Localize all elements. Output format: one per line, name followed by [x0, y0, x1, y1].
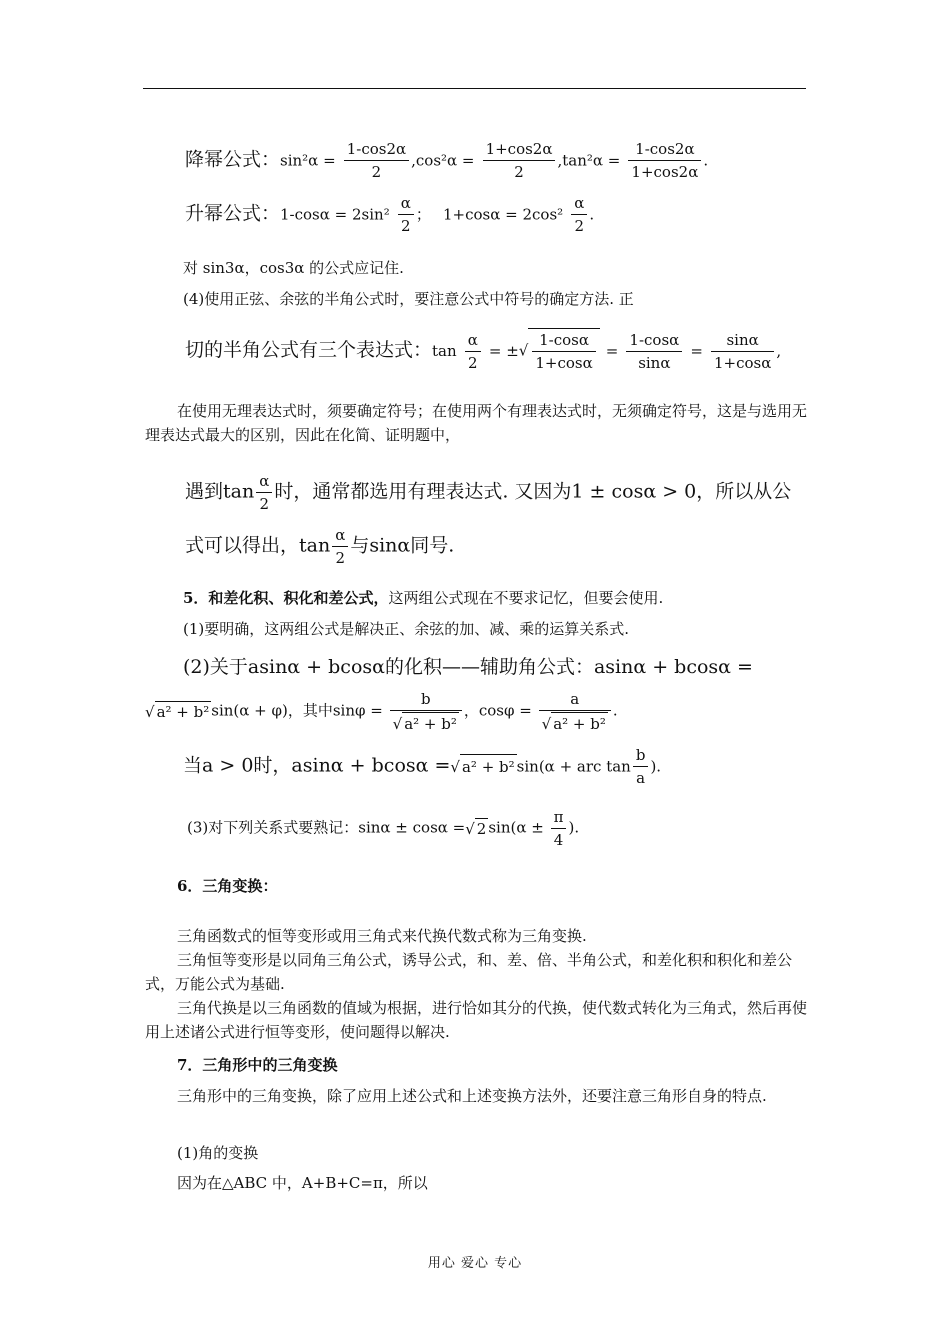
section5-item2-line2: √ a² + b² sin(α + φ)，其中sinφ = $\frac{b}{\text{√ a² + b²}}$ ，cosφ = $\frac{a}{\text{√ a² + b²}}$ .: [145, 690, 618, 733]
section7-p2: 因为在△ABC 中，A+B+C=π，所以: [177, 1174, 428, 1192]
tan2-lhs: ,tan²α =: [557, 151, 621, 170]
alpha-half-fraction: $\frac{\alpha}{2}$: [256, 470, 272, 515]
sin2-fraction: $\frac{1-\cos 2\alpha}{2}$: [344, 138, 409, 183]
header-rule: [143, 88, 806, 89]
sin2-lhs: sin²α =: [280, 151, 336, 170]
tan-half-formula: 切的半角公式有三个表达式：tan $\frac{\alpha}{2}$ = ±√ $\frac{1-\cos\alpha}{1+\cos\alpha}$ = $\frac{1-\cos\alpha}{\sin\alpha}$ = $\frac{\sin\alpha}{1+\cos\alpha}$ ,: [185, 328, 781, 374]
section7-p1: 三角形中的三角变换，除了应用上述公式和上述变换方法外，还要注意三角形自身的特点.: [177, 1087, 767, 1105]
section5-item3: (3)对下列关系式要熟记：sinα ± cosα =√ 2 sin(α ± $\frac{\pi}{4}$ ).: [187, 808, 580, 849]
alpha-half-fraction: $\frac{\alpha}{2}$: [571, 192, 587, 237]
section6-p3: 三角代换是以三角函数的值域为根据，进行恰如其分的代换，使代数式转化为三角式，然后再使用上述诸公式进行恒等变形，使问题得以解决.: [145, 999, 808, 1041]
sqrt-symbol: √ a² + b²: [450, 754, 516, 779]
reduce-power-label: 降幂公式：: [185, 148, 281, 171]
sqrt-symbol: √ a² + b²: [145, 702, 210, 721]
alpha-half-fraction: $\frac{\alpha}{2}$: [465, 329, 481, 374]
sqrt-symbol: √ $\frac{1-\cos\alpha}{1+\cos\alpha}$: [519, 328, 600, 374]
reduce-power-formula: 降幂公式：sin²α = $\frac{1-\cos 2\alpha}{2}$ ,cos²α = $\frac{1+\cos 2\alpha}{2}$ ,tan²α = $\frac{1-\cos 2\alpha}{1+\cos 2\alpha}$ .: [185, 140, 709, 181]
raise-power-formula: 升幂公式：1-cosα = 2sin² $\frac{\alpha}{2}$ ； 1+cosα = 2cos² $\frac{\alpha}{2}$ .: [185, 194, 595, 235]
text-half-angle: (4)使用正弦、余弦的半角公式时，要注意公式中符号的确定方法. 正: [183, 290, 634, 308]
cos2-lhs: ,cos²α =: [411, 151, 475, 170]
section6-p1: 三角函数式的恒等变形或用三角式来代换代数式称为三角变换.: [177, 927, 587, 945]
sqrt-symbol: √ 2: [465, 820, 487, 838]
raise-power-label: 升幂公式：: [185, 202, 281, 225]
section7-heading: 7．三角形中的三角变换: [177, 1056, 338, 1074]
alpha-half-fraction: $\frac{\alpha}{2}$: [332, 524, 348, 569]
section5-item2-line1: (2)关于asinα + bcosα的化积——辅助角公式：asinα + bcosα =: [183, 656, 753, 678]
section7-item1: (1)角的变换: [177, 1144, 259, 1162]
section5-item1: (1)要明确，这两组公式是解决正、余弦的加、减、乘的运算关系式.: [183, 620, 630, 638]
page-footer: 用心 爱心 专心: [427, 1256, 523, 1271]
section6-p2: 三角恒等变形是以同角三角公式，诱导公式，和、差、倍、半角公式，和差化积和积化和差公式，万能公式为基础.: [145, 951, 793, 993]
cos2-fraction: $\frac{1+\cos 2\alpha}{2}$: [483, 138, 556, 183]
section5-when-line: 当a > 0时，asinα + bcosα =√ a² + b² sin(α + arc tan $\frac{b}{a}$ ).: [183, 746, 662, 787]
para-irrational: 在使用无理表达式时，须要确定符号；在使用两个有理表达式时，无须确定符号，这是与选用无理表达式最大的区别，因此在化简、证明题中，: [145, 402, 808, 444]
derive-tan-line: 式可以得出，tan $\frac{\alpha}{2}$ 与sinα同号.: [185, 526, 455, 567]
tan2-fraction: $\frac{1-\cos 2\alpha}{1+\cos 2\alpha}$: [628, 138, 701, 183]
meet-tan-line: 遇到tan $\frac{\alpha}{2}$ 时，通常都选用有理表达式. 又因为1 ± cosα > 0，所以从公: [185, 472, 792, 513]
section5-heading: 5．和差化积、积化和差公式，这两组公式现在不要求记忆，但要会使用.: [183, 589, 664, 607]
section6-heading: 6．三角变换：: [177, 877, 278, 895]
alpha-half-fraction: $\frac{\alpha}{2}$: [398, 192, 414, 237]
text-sin3: 对 sin3α，cos3α 的公式应记住.: [183, 259, 404, 277]
